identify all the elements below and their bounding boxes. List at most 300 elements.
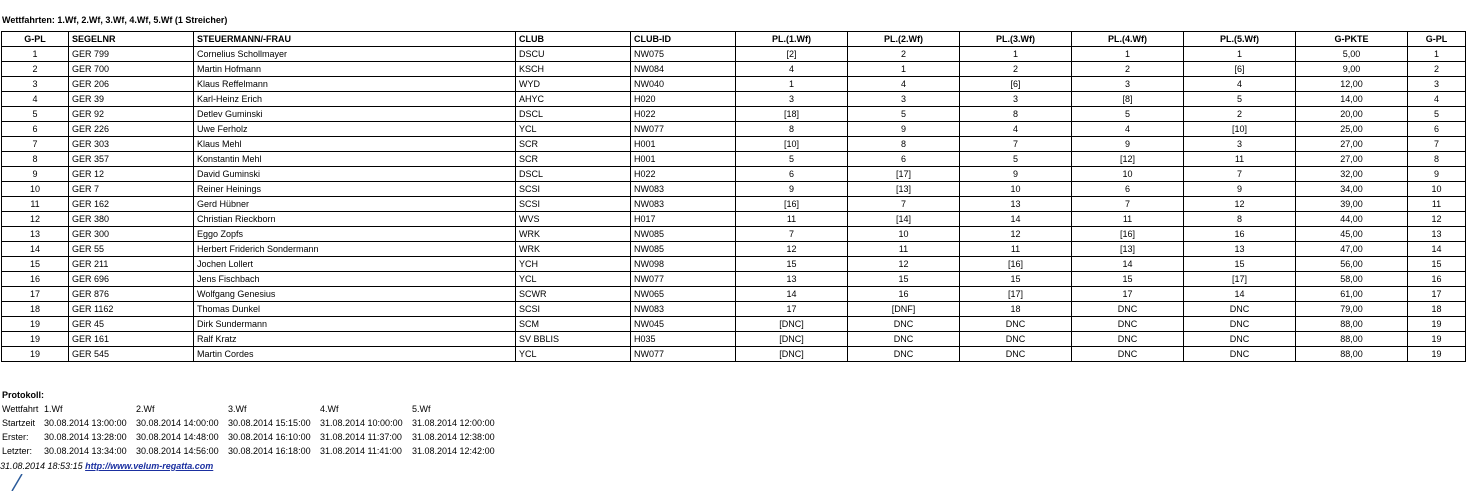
cell-gpl: 12	[2, 212, 69, 227]
cell-segelnr: GER 7	[69, 182, 194, 197]
cell-gpkte: 56,00	[1296, 257, 1408, 272]
protocol-cell: 31.08.2014 11:41:00	[320, 446, 402, 456]
cell-pl1: [10]	[736, 137, 848, 152]
cell-steuermann: Karl-Heinz Erich	[194, 92, 516, 107]
cell-pl1: [2]	[736, 47, 848, 62]
cell-pl1: 14	[736, 287, 848, 302]
cell-club-id: H001	[631, 152, 736, 167]
cell-pl5: 12	[1184, 197, 1296, 212]
cell-pl5: 13	[1184, 242, 1296, 257]
table-header-row	[2, 32, 1466, 47]
cell-gpl: 10	[2, 182, 69, 197]
cell-pl3: 1	[960, 47, 1072, 62]
cell-gpl-end: 9	[1408, 167, 1466, 182]
cell-steuermann: Martin Cordes	[194, 347, 516, 362]
cell-pl2: 3	[848, 92, 960, 107]
cell-pl2: 6	[848, 152, 960, 167]
cell-steuermann: Dirk Sundermann	[194, 317, 516, 332]
table-row	[2, 257, 1466, 272]
cell-pl3: [17]	[960, 287, 1072, 302]
table-row	[2, 242, 1466, 257]
cell-pl2: [DNF]	[848, 302, 960, 317]
protocol-row	[2, 416, 504, 430]
cell-gpkte: 14,00	[1296, 92, 1408, 107]
cell-steuermann: Thomas Dunkel	[194, 302, 516, 317]
col-header-segelnr: SEGELNR	[69, 32, 194, 47]
cell-pl3: 18	[960, 302, 1072, 317]
cell-club: DSCU	[516, 47, 631, 62]
cell-gpl: 1	[2, 47, 69, 62]
cell-gpl-end: 7	[1408, 137, 1466, 152]
col-header-club: CLUB	[516, 32, 631, 47]
cell-gpkte: 32,00	[1296, 167, 1408, 182]
cell-club: SV BBLIS	[516, 332, 631, 347]
cell-segelnr: GER 211	[69, 257, 194, 272]
cell-pl1: 9	[736, 182, 848, 197]
cell-gpl: 7	[2, 137, 69, 152]
cell-club-id: NW098	[631, 257, 736, 272]
cell-pl2: DNC	[848, 332, 960, 347]
cell-gpl: 13	[2, 227, 69, 242]
cell-segelnr: GER 45	[69, 317, 194, 332]
protocol-cell: 31.08.2014 10:00:00	[320, 418, 403, 428]
cell-gpl: 11	[2, 197, 69, 212]
cell-pl3: DNC	[960, 347, 1072, 362]
cell-gpl-end: 14	[1408, 242, 1466, 257]
protocol-rows	[2, 402, 504, 458]
cell-gpkte: 27,00	[1296, 152, 1408, 167]
cell-club: AHYC	[516, 92, 631, 107]
cell-gpl: 3	[2, 77, 69, 92]
cell-steuermann: Uwe Ferholz	[194, 122, 516, 137]
cell-pl2: [14]	[848, 212, 960, 227]
cell-gpkte: 88,00	[1296, 317, 1408, 332]
cell-pl3: 8	[960, 107, 1072, 122]
col-header-pl4: PL.(4.Wf)	[1072, 32, 1184, 47]
cell-steuermann: Konstantin Mehl	[194, 152, 516, 167]
cell-gpl-end: 4	[1408, 92, 1466, 107]
cell-pl1: 6	[736, 167, 848, 182]
cell-segelnr: GER 700	[69, 62, 194, 77]
cell-pl1: [DNC]	[736, 317, 848, 332]
cell-gpl: 6	[2, 122, 69, 137]
cell-steuermann: Herbert Friderich Sondermann	[194, 242, 516, 257]
cell-gpl-end: 18	[1408, 302, 1466, 317]
cell-gpkte: 12,00	[1296, 77, 1408, 92]
cell-pl5: [10]	[1184, 122, 1296, 137]
table-row	[2, 227, 1466, 242]
cell-club-id: NW085	[631, 242, 736, 257]
protocol-row	[2, 444, 504, 458]
col-header-pl5: PL.(5.Wf)	[1184, 32, 1296, 47]
cell-segelnr: GER 380	[69, 212, 194, 227]
cell-club-id: NW077	[631, 272, 736, 287]
cell-pl5: 5	[1184, 92, 1296, 107]
cell-pl4: 14	[1072, 257, 1184, 272]
cell-club: WVS	[516, 212, 631, 227]
cell-pl4: [12]	[1072, 152, 1184, 167]
cell-gpl-end: 2	[1408, 62, 1466, 77]
cell-pl2: 16	[848, 287, 960, 302]
table-row	[2, 347, 1466, 362]
protocol-cell: 30.08.2014 13:34:00	[44, 446, 127, 456]
cell-gpl-end: 6	[1408, 122, 1466, 137]
table-row	[2, 47, 1466, 62]
cell-pl1: 1	[736, 77, 848, 92]
cell-segelnr: GER 206	[69, 77, 194, 92]
cell-pl3: [6]	[960, 77, 1072, 92]
cell-club-id: H017	[631, 212, 736, 227]
table-row	[2, 77, 1466, 92]
cell-pl4: 17	[1072, 287, 1184, 302]
cell-steuermann: Ralf Kratz	[194, 332, 516, 347]
cell-gpl-end: 19	[1408, 317, 1466, 332]
cell-steuermann: Martin Hofmann	[194, 62, 516, 77]
cell-club: DSCL	[516, 167, 631, 182]
protocol-cell: 30.08.2014 14:56:00	[136, 446, 219, 456]
cell-gpl: 8	[2, 152, 69, 167]
cell-pl5: 14	[1184, 287, 1296, 302]
cell-pl3: 15	[960, 272, 1072, 287]
cell-pl2: [17]	[848, 167, 960, 182]
cell-pl4: 5	[1072, 107, 1184, 122]
results-body	[2, 47, 1466, 362]
cell-gpl-end: 19	[1408, 332, 1466, 347]
cell-gpkte: 47,00	[1296, 242, 1408, 257]
cell-gpkte: 34,00	[1296, 182, 1408, 197]
cell-pl5: DNC	[1184, 332, 1296, 347]
cell-pl5: 9	[1184, 182, 1296, 197]
col-header-pl2: PL.(2.Wf)	[848, 32, 960, 47]
table-row	[2, 302, 1466, 317]
cell-segelnr: GER 303	[69, 137, 194, 152]
footer	[0, 461, 213, 471]
cell-gpkte: 20,00	[1296, 107, 1408, 122]
cell-pl2: 8	[848, 137, 960, 152]
cell-pl4: [13]	[1072, 242, 1184, 257]
protocol-label: Wettfahrt	[2, 404, 39, 414]
cell-pl2: 2	[848, 47, 960, 62]
cell-club-id: NW045	[631, 317, 736, 332]
cell-club: SCSI	[516, 302, 631, 317]
cell-gpkte: 27,00	[1296, 137, 1408, 152]
cell-club-id: NW075	[631, 47, 736, 62]
cell-steuermann: Wolfgang Genesius	[194, 287, 516, 302]
cell-gpl: 18	[2, 302, 69, 317]
cell-segelnr: GER 1162	[69, 302, 194, 317]
cell-pl1: 7	[736, 227, 848, 242]
col-header-gpkte: G-PKTE	[1296, 32, 1408, 47]
cell-gpl-end: 12	[1408, 212, 1466, 227]
cell-club-id: H022	[631, 167, 736, 182]
cell-pl4: 6	[1072, 182, 1184, 197]
cell-gpkte: 9,00	[1296, 62, 1408, 77]
cell-pl3: DNC	[960, 332, 1072, 347]
cell-gpl: 2	[2, 62, 69, 77]
cell-club: WYD	[516, 77, 631, 92]
cell-gpkte: 88,00	[1296, 332, 1408, 347]
cell-pl1: 11	[736, 212, 848, 227]
cell-pl4: 9	[1072, 137, 1184, 152]
protocol-cell: 1.Wf	[44, 404, 63, 414]
protocol-row	[2, 402, 504, 416]
cell-gpl-end: 17	[1408, 287, 1466, 302]
cell-club: YCL	[516, 347, 631, 362]
cell-club-id: H020	[631, 92, 736, 107]
protocol-cell: 31.08.2014 12:00:00	[412, 418, 495, 428]
table-row	[2, 287, 1466, 302]
cell-pl3: 4	[960, 122, 1072, 137]
cell-club: SCM	[516, 317, 631, 332]
table-row	[2, 107, 1466, 122]
cell-segelnr: GER 226	[69, 122, 194, 137]
cell-club-id: NW077	[631, 122, 736, 137]
sail-mark-icon	[10, 474, 24, 491]
cell-club: SCSI	[516, 182, 631, 197]
cell-pl4: DNC	[1072, 317, 1184, 332]
cell-club-id: NW083	[631, 182, 736, 197]
cell-pl4: 10	[1072, 167, 1184, 182]
cell-club: WRK	[516, 227, 631, 242]
cell-gpkte: 79,00	[1296, 302, 1408, 317]
cell-pl4: 1	[1072, 47, 1184, 62]
table-row	[2, 272, 1466, 287]
cell-pl1: 15	[736, 257, 848, 272]
cell-club: SCWR	[516, 287, 631, 302]
cell-segelnr: GER 92	[69, 107, 194, 122]
protocol-section	[2, 388, 504, 458]
protocol-cell: 30.08.2014 14:00:00	[136, 418, 219, 428]
cell-pl4: DNC	[1072, 302, 1184, 317]
cell-club-id: H035	[631, 332, 736, 347]
cell-gpl: 5	[2, 107, 69, 122]
cell-pl3: 14	[960, 212, 1072, 227]
col-header-pl3: PL.(3.Wf)	[960, 32, 1072, 47]
cell-pl5: 2	[1184, 107, 1296, 122]
cell-pl4: 4	[1072, 122, 1184, 137]
cell-pl1: 3	[736, 92, 848, 107]
cell-pl3: 11	[960, 242, 1072, 257]
cell-pl5: DNC	[1184, 302, 1296, 317]
cell-club-id: H001	[631, 137, 736, 152]
cell-pl5: 7	[1184, 167, 1296, 182]
protocol-cell: 31.08.2014 12:42:00	[412, 446, 495, 456]
cell-pl3: 7	[960, 137, 1072, 152]
cell-pl2: 9	[848, 122, 960, 137]
cell-club: WRK	[516, 242, 631, 257]
cell-pl2: 5	[848, 107, 960, 122]
cell-club: YCL	[516, 122, 631, 137]
protocol-cell: 31.08.2014 11:37:00	[320, 432, 402, 442]
protocol-cell: 30.08.2014 16:10:00	[228, 432, 311, 442]
cell-gpl: 19	[2, 317, 69, 332]
cell-pl2: 12	[848, 257, 960, 272]
table-row	[2, 332, 1466, 347]
table-row	[2, 152, 1466, 167]
cell-segelnr: GER 300	[69, 227, 194, 242]
cell-club-id: NW084	[631, 62, 736, 77]
protocol-cell: 2.Wf	[136, 404, 155, 414]
cell-gpl: 19	[2, 347, 69, 362]
cell-club-id: NW083	[631, 302, 736, 317]
cell-pl5: 4	[1184, 77, 1296, 92]
protocol-cell: 31.08.2014 12:38:00	[412, 432, 495, 442]
cell-gpl-end: 13	[1408, 227, 1466, 242]
protocol-title: Protokoll:	[2, 390, 44, 400]
cell-segelnr: GER 12	[69, 167, 194, 182]
cell-segelnr: GER 357	[69, 152, 194, 167]
cell-pl5: [6]	[1184, 62, 1296, 77]
table-row	[2, 92, 1466, 107]
cell-pl5: 16	[1184, 227, 1296, 242]
cell-segelnr: GER 39	[69, 92, 194, 107]
cell-pl2: DNC	[848, 317, 960, 332]
cell-pl1: 13	[736, 272, 848, 287]
cell-pl3: 10	[960, 182, 1072, 197]
protocol-cell: 30.08.2014 14:48:00	[136, 432, 219, 442]
cell-club: SCR	[516, 137, 631, 152]
footer-link[interactable]: http://www.velum-regatta.com	[85, 461, 214, 471]
cell-gpkte: 44,00	[1296, 212, 1408, 227]
cell-pl5: 3	[1184, 137, 1296, 152]
cell-pl4: 7	[1072, 197, 1184, 212]
cell-segelnr: GER 55	[69, 242, 194, 257]
cell-steuermann: Christian Rieckborn	[194, 212, 516, 227]
cell-club-id: NW065	[631, 287, 736, 302]
cell-gpkte: 58,00	[1296, 272, 1408, 287]
cell-gpl: 14	[2, 242, 69, 257]
cell-pl2: 1	[848, 62, 960, 77]
cell-pl4: [8]	[1072, 92, 1184, 107]
cell-pl4: 15	[1072, 272, 1184, 287]
cell-gpl-end: 3	[1408, 77, 1466, 92]
cell-pl2: 7	[848, 197, 960, 212]
cell-segelnr: GER 799	[69, 47, 194, 62]
cell-pl1: [DNC]	[736, 332, 848, 347]
cell-pl2: [13]	[848, 182, 960, 197]
cell-pl5: 11	[1184, 152, 1296, 167]
cell-pl1: 12	[736, 242, 848, 257]
cell-segelnr: GER 162	[69, 197, 194, 212]
cell-pl2: DNC	[848, 347, 960, 362]
cell-segelnr: GER 696	[69, 272, 194, 287]
cell-pl3: 3	[960, 92, 1072, 107]
cell-club: KSCH	[516, 62, 631, 77]
cell-steuermann: Klaus Mehl	[194, 137, 516, 152]
cell-gpl-end: 5	[1408, 107, 1466, 122]
cell-club: YCL	[516, 272, 631, 287]
cell-steuermann: David Guminski	[194, 167, 516, 182]
table-row	[2, 317, 1466, 332]
table-row	[2, 212, 1466, 227]
cell-gpkte: 45,00	[1296, 227, 1408, 242]
protocol-cell: 5.Wf	[412, 404, 431, 414]
cell-gpl: 17	[2, 287, 69, 302]
cell-pl4: 3	[1072, 77, 1184, 92]
cell-gpl-end: 11	[1408, 197, 1466, 212]
cell-pl2: 11	[848, 242, 960, 257]
cell-gpl-end: 1	[1408, 47, 1466, 62]
cell-gpkte: 25,00	[1296, 122, 1408, 137]
cell-gpkte: 5,00	[1296, 47, 1408, 62]
cell-pl3: 12	[960, 227, 1072, 242]
cell-gpl: 9	[2, 167, 69, 182]
protocol-label: Erster:	[2, 432, 29, 442]
cell-pl1: 17	[736, 302, 848, 317]
cell-club-id: H022	[631, 107, 736, 122]
cell-club-id: NW077	[631, 347, 736, 362]
cell-gpkte: 39,00	[1296, 197, 1408, 212]
cell-steuermann: Detlev Guminski	[194, 107, 516, 122]
page-heading: Wettfahrten: 1.Wf, 2.Wf, 3.Wf, 4.Wf, 5.Wf (1 Streicher)	[2, 15, 228, 25]
cell-pl2: 4	[848, 77, 960, 92]
cell-club-id: NW083	[631, 197, 736, 212]
cell-pl1: 8	[736, 122, 848, 137]
cell-gpl-end: 15	[1408, 257, 1466, 272]
cell-club: SCSI	[516, 197, 631, 212]
table-row	[2, 62, 1466, 77]
protocol-cell: 30.08.2014 15:15:00	[228, 418, 311, 428]
cell-pl3: 2	[960, 62, 1072, 77]
cell-segelnr: GER 876	[69, 287, 194, 302]
table-row	[2, 137, 1466, 152]
cell-pl3: [16]	[960, 257, 1072, 272]
cell-pl5: DNC	[1184, 317, 1296, 332]
cell-pl3: 5	[960, 152, 1072, 167]
col-header-club-id: CLUB-ID	[631, 32, 736, 47]
cell-gpkte: 88,00	[1296, 347, 1408, 362]
cell-pl3: 9	[960, 167, 1072, 182]
col-header-gpl: G-PL	[2, 32, 69, 47]
cell-pl3: DNC	[960, 317, 1072, 332]
results-table	[1, 31, 1466, 362]
cell-segelnr: GER 545	[69, 347, 194, 362]
cell-pl4: 11	[1072, 212, 1184, 227]
cell-steuermann: Eggo Zopfs	[194, 227, 516, 242]
cell-pl5: [17]	[1184, 272, 1296, 287]
protocol-cell: 30.08.2014 13:00:00	[44, 418, 127, 428]
cell-pl5: 1	[1184, 47, 1296, 62]
cell-steuermann: Reiner Heinings	[194, 182, 516, 197]
cell-pl1: [DNC]	[736, 347, 848, 362]
cell-gpl: 19	[2, 332, 69, 347]
cell-pl4: DNC	[1072, 332, 1184, 347]
cell-gpl: 4	[2, 92, 69, 107]
cell-pl1: 5	[736, 152, 848, 167]
cell-steuermann: Cornelius Schollmayer	[194, 47, 516, 62]
cell-club-id: NW085	[631, 227, 736, 242]
cell-pl4: [16]	[1072, 227, 1184, 242]
cell-club-id: NW040	[631, 77, 736, 92]
cell-segelnr: GER 161	[69, 332, 194, 347]
table-row	[2, 182, 1466, 197]
cell-pl2: 10	[848, 227, 960, 242]
protocol-row	[2, 430, 504, 444]
protocol-cell: 30.08.2014 16:18:00	[228, 446, 311, 456]
cell-gpl-end: 8	[1408, 152, 1466, 167]
cell-club: YCH	[516, 257, 631, 272]
cell-gpl: 15	[2, 257, 69, 272]
cell-pl4: 2	[1072, 62, 1184, 77]
protocol-cell: 30.08.2014 13:28:00	[44, 432, 127, 442]
cell-steuermann: Gerd Hübner	[194, 197, 516, 212]
cell-steuermann: Jens Fischbach	[194, 272, 516, 287]
cell-pl5: 8	[1184, 212, 1296, 227]
cell-club: DSCL	[516, 107, 631, 122]
protocol-label: Letzter:	[2, 446, 33, 456]
protocol-label: Startzeit	[2, 418, 36, 428]
protocol-cell: 4.Wf	[320, 404, 339, 414]
